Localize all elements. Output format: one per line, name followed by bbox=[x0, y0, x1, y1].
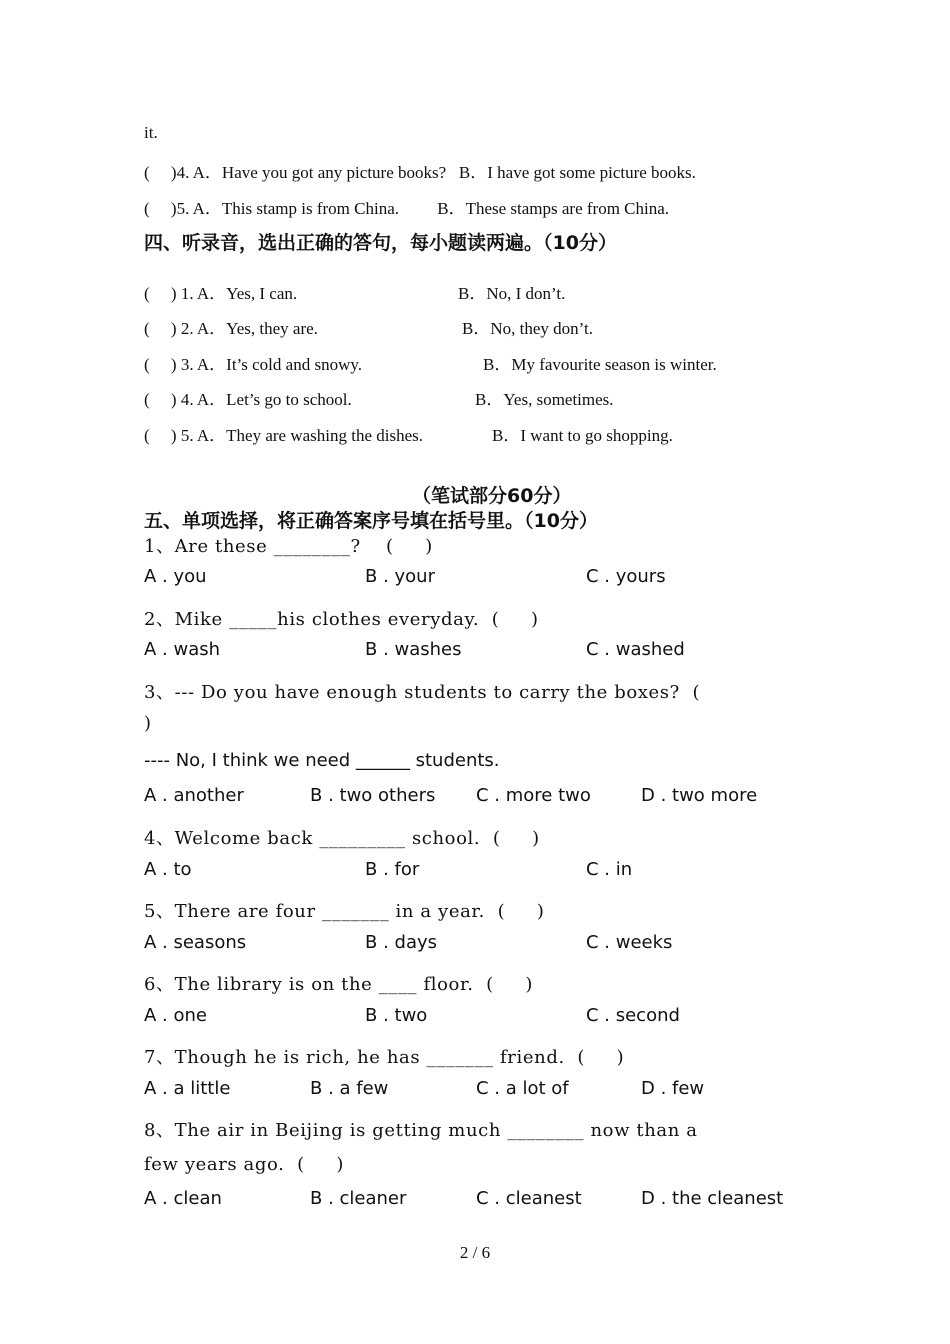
q3-option-a: A . another bbox=[144, 785, 244, 806]
question-8: 8、The air in Beijing is getting much ________ now than a bbox=[144, 1120, 698, 1141]
listening-item-4: ( )4. A．Have you got any picture books? B．I have got some picture books. bbox=[144, 163, 696, 182]
question-6: 6、The library is on the ____ floor. ( ) bbox=[144, 974, 534, 995]
q5-option-c: C . weeks bbox=[586, 932, 673, 953]
section5-heading: 五、单项选择，将正确答案序号填在括号里。（10分） bbox=[144, 510, 598, 532]
section4-item-1-a: ( ) 1. A．Yes, I can. bbox=[144, 284, 298, 303]
section4-heading: 四、听录音，选出正确的答句，每小题读两遍。（10分） bbox=[144, 232, 617, 254]
q5-option-b: B . days bbox=[365, 932, 437, 953]
question-4: 4、Welcome back _________ school. ( ) bbox=[144, 828, 540, 849]
q8-option-b: B . cleaner bbox=[310, 1188, 407, 1209]
question-2: 2、Mike _____his clothes everyday. ( ) bbox=[144, 609, 539, 630]
question-5: 5、There are four _______ in a year. ( ) bbox=[144, 901, 545, 922]
q1-option-c: C . yours bbox=[586, 566, 666, 587]
q6-option-a: A . one bbox=[144, 1005, 207, 1026]
q3-option-c: C . more two bbox=[476, 785, 591, 806]
page-number: 2 / 6 bbox=[459, 1243, 491, 1262]
q5-option-a: A . seasons bbox=[144, 932, 247, 953]
q7-option-c: C . a lot of bbox=[476, 1078, 569, 1099]
q8-option-c: C . cleanest bbox=[476, 1188, 582, 1209]
q2-option-b: B . washes bbox=[365, 639, 462, 660]
section4-item-4-a: ( ) 4. A．Let’s go to school. bbox=[144, 390, 352, 409]
q3-option-b: B . two others bbox=[310, 785, 436, 806]
section4-item-3-b: B．My favourite season is winter. bbox=[483, 355, 717, 374]
section4-item-4-b: B．Yes, sometimes. bbox=[475, 390, 614, 409]
q8-option-a: A . clean bbox=[144, 1188, 222, 1209]
q2-option-c: C . washed bbox=[586, 639, 685, 660]
q4-option-b: B . for bbox=[365, 859, 420, 880]
section4-item-1-b: B．No, I don’t. bbox=[458, 284, 566, 303]
q4-option-a: A . to bbox=[144, 859, 192, 880]
section4-item-2-b: B．No, they don’t. bbox=[462, 319, 593, 338]
q1-option-b: B . your bbox=[365, 566, 435, 587]
listening-item-5: ( )5. A．This stamp is from China. B．These stamps are from China. bbox=[144, 199, 670, 218]
section4-item-5-b: B．I want to go shopping. bbox=[492, 426, 673, 445]
question-3-cont: ) bbox=[144, 713, 152, 734]
q1-option-a: A . you bbox=[144, 566, 207, 587]
q6-option-b: B . two bbox=[365, 1005, 428, 1026]
q7-option-b: B . a few bbox=[310, 1078, 389, 1099]
question-3-answer: ---- No, I think we need ______ students. bbox=[144, 750, 500, 771]
question-1: 1、Are these ________? ( ) bbox=[144, 536, 433, 557]
section4-item-5-a: ( ) 5. A．They are washing the dishes. bbox=[144, 426, 424, 445]
q8-option-d: D . the cleanest bbox=[641, 1188, 784, 1209]
continuation-text: it. bbox=[144, 123, 158, 142]
section4-item-3-a: ( ) 3. A．It’s cold and snowy. bbox=[144, 355, 362, 374]
written-part-title: （笔试部分60分） bbox=[412, 485, 572, 507]
section4-item-2-a: ( ) 2. A．Yes, they are. bbox=[144, 319, 318, 338]
question-7: 7、Though he is rich, he has _______ friend. ( ) bbox=[144, 1047, 625, 1068]
q3-option-d: D . two more bbox=[641, 785, 758, 806]
question-3: 3、--- Do you have enough students to carry the boxes? ( bbox=[144, 682, 701, 703]
q2-option-a: A . wash bbox=[144, 639, 221, 660]
q4-option-c: C . in bbox=[586, 859, 633, 880]
question-8-cont: few years ago. ( ) bbox=[144, 1154, 344, 1175]
q6-option-c: C . second bbox=[586, 1005, 680, 1026]
q7-option-d: D . few bbox=[641, 1078, 705, 1099]
q7-option-a: A . a little bbox=[144, 1078, 231, 1099]
